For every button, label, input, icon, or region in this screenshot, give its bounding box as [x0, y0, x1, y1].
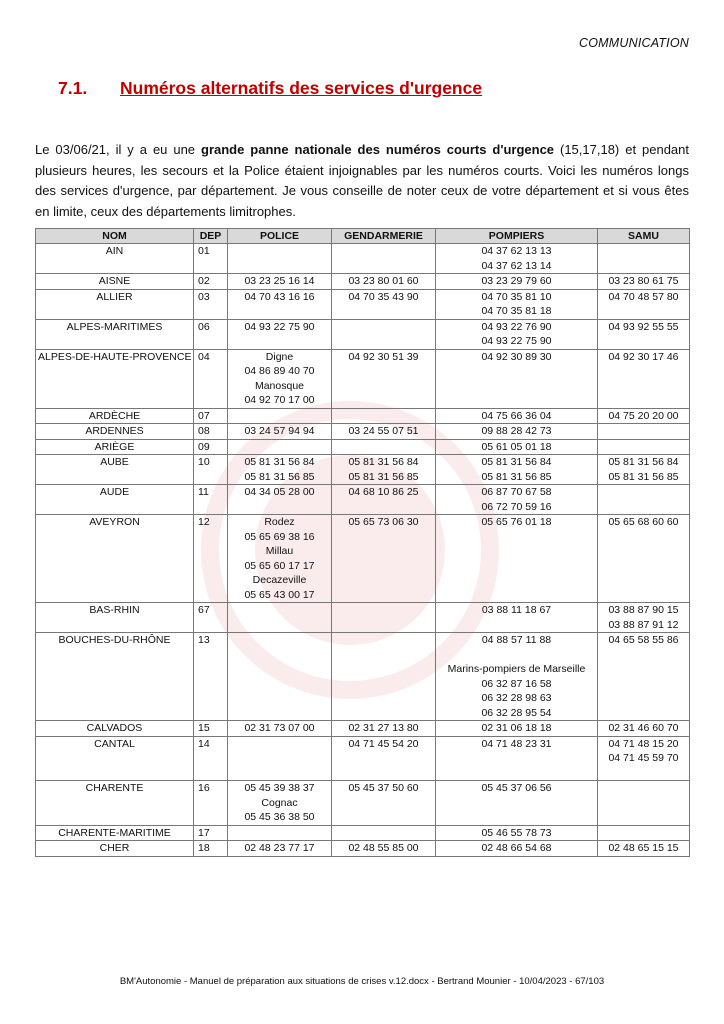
- cell-pompiers: [436, 439, 598, 455]
- cell-line: Decazeville: [252, 574, 307, 586]
- cell-line: 02 48 66 54 68: [481, 842, 552, 854]
- cell-samu: [598, 485, 690, 515]
- table-row: [36, 424, 690, 440]
- cell-line: 05 81 31 56 85: [481, 470, 552, 483]
- cell-samu: [598, 244, 690, 274]
- cell-pompiers: [436, 736, 598, 781]
- cell-nom: CALVADOS: [36, 721, 194, 737]
- cell-line: 04 93 22 75 90: [244, 320, 315, 333]
- table-row: [36, 274, 690, 290]
- cell-line: 04 92 30 17 46: [608, 350, 679, 363]
- cell-police: [228, 485, 332, 515]
- col-header-pompiers: POMPIERS: [436, 229, 598, 244]
- cell-samu: [598, 424, 690, 440]
- cell-nom: ALPES-DE-HAUTE-PROVENCE: [36, 349, 194, 408]
- table-row: [36, 515, 690, 603]
- cell-police: [228, 439, 332, 455]
- cell-line: 05 45 37 06 56: [481, 782, 552, 794]
- cell-nom: AISNE: [36, 274, 194, 290]
- table-row: [36, 736, 690, 781]
- cell-pompiers: [436, 485, 598, 515]
- cell-line: 04 88 57 11 88: [481, 634, 552, 646]
- cell-line: 05 81 31 56 85: [244, 470, 315, 483]
- cell-police: [228, 633, 332, 721]
- table-row: [36, 408, 690, 424]
- cell-gendarmerie: [332, 841, 436, 857]
- cell-gendarmerie: [332, 781, 436, 826]
- cell-line: 05 45 37 50 60: [348, 782, 419, 794]
- table-row: [36, 455, 690, 485]
- section-number: 7.1.: [58, 78, 88, 98]
- cell-line: 04 70 35 81 18: [481, 305, 552, 317]
- cell-line: 04 71 48 15 20: [608, 737, 679, 750]
- cell-line: 03 24 57 94 94: [244, 425, 315, 437]
- cell-gendarmerie: [332, 289, 436, 319]
- cell-gendarmerie: [332, 603, 436, 633]
- cell-line: 02 48 23 77 17: [244, 842, 315, 854]
- cell-samu: [598, 349, 690, 408]
- cell-line: 04 71 45 59 70: [608, 752, 679, 764]
- cell-nom: AUBE: [36, 455, 194, 485]
- page-footer: BM'Autonomie - Manuel de préparation aux situations de crises v.12.docx - Bertrand Mounier - 10/04/2023 - 67/103: [119, 976, 605, 987]
- cell-line: 04 92 30 51 39: [348, 350, 419, 363]
- table-header-row: [36, 229, 690, 244]
- cell-line: 04 65 58 55 86: [608, 634, 679, 646]
- cell-pompiers: [436, 603, 598, 633]
- cell-line: [600, 766, 687, 781]
- cell-line: Millau: [265, 545, 294, 557]
- cell-line: 05 81 31 56 84: [348, 456, 419, 468]
- cell-samu: [598, 289, 690, 319]
- cell-samu: [598, 274, 690, 290]
- cell-line: 05 65 43 00 17: [244, 588, 315, 601]
- cell-line: 02 48 65 15 15: [608, 842, 679, 854]
- cell-dep: 12: [194, 515, 228, 603]
- table-row: [36, 349, 690, 408]
- cell-dep: 11: [194, 485, 228, 515]
- cell-nom: BAS-RHIN: [36, 603, 194, 633]
- cell-line: 04 70 35 81 10: [481, 290, 552, 303]
- cell-gendarmerie: [332, 424, 436, 440]
- cell-samu: [598, 603, 690, 633]
- col-header-gendarmerie: GENDARMERIE: [332, 229, 436, 244]
- cell-line: 05 61 05 01 18: [481, 440, 552, 453]
- cell-gendarmerie: [332, 274, 436, 290]
- cell-gendarmerie: [332, 319, 436, 349]
- cell-line: 06 72 70 59 16: [481, 500, 552, 513]
- cell-pompiers: [436, 244, 598, 274]
- cell-pompiers: [436, 289, 598, 319]
- cell-nom: ARDÈCHE: [36, 408, 194, 424]
- cell-samu: [598, 781, 690, 826]
- cell-gendarmerie: [332, 825, 436, 841]
- cell-line: 04 93 22 75 90: [481, 335, 552, 347]
- cell-line: 05 45 36 38 50: [244, 811, 315, 823]
- cell-line: 05 65 69 38 16: [244, 530, 315, 543]
- cell-line: 06 87 70 67 58: [481, 486, 552, 498]
- col-header-dep: DEP: [194, 229, 228, 244]
- col-header-nom: NOM: [36, 229, 194, 244]
- cell-line: 04 93 22 76 90: [481, 320, 552, 333]
- cell-line: 03 88 87 90 15: [608, 604, 679, 616]
- cell-nom: ALLIER: [36, 289, 194, 319]
- intro-text-2: (15,17,18) et pendant plusieurs heures, les secours et la Police étaient injoignables par les numéros courts. Voici les numéros longs des services d'urgence, par département. Je vous conseille de noter ceux de votre département et si vous êtes en limite, ceux des départements limitrophes.: [35, 142, 689, 219]
- cell-police: [228, 289, 332, 319]
- cell-line: 02 31 06 18 18: [481, 722, 552, 734]
- cell-dep: 67: [194, 603, 228, 633]
- table-row: [36, 485, 690, 515]
- cell-dep: 07: [194, 408, 228, 424]
- cell-line: Digne: [265, 350, 294, 363]
- cell-line: 04 70 48 57 80: [608, 290, 679, 303]
- table-row: [36, 244, 690, 274]
- cell-gendarmerie: [332, 455, 436, 485]
- cell-samu: [598, 408, 690, 424]
- cell-police: [228, 603, 332, 633]
- cell-samu: [598, 439, 690, 455]
- cell-line: 02 48 55 85 00: [348, 842, 419, 854]
- cell-line: 05 81 31 56 84: [481, 456, 552, 468]
- cell-pompiers: [436, 841, 598, 857]
- cell-line: 03 88 87 91 12: [608, 618, 679, 631]
- cell-dep: 02: [194, 274, 228, 290]
- cell-nom: CHARENTE-MARITIME: [36, 825, 194, 841]
- cell-line: 05 81 31 56 85: [608, 470, 679, 483]
- cell-samu: [598, 455, 690, 485]
- cell-dep: 17: [194, 825, 228, 841]
- col-header-police: POLICE: [228, 229, 332, 244]
- cell-dep: 01: [194, 244, 228, 274]
- table-row: [36, 603, 690, 633]
- cell-line: 05 45 39 38 37: [244, 782, 315, 794]
- cell-line: 04 37 62 13 14: [481, 259, 552, 272]
- cell-line: Marins-pompiers de Marseille: [447, 663, 586, 675]
- cell-nom: ARDENNES: [36, 424, 194, 440]
- cell-dep: 13: [194, 633, 228, 721]
- cell-line: 05 65 73 06 30: [348, 516, 419, 528]
- cell-pompiers: [436, 408, 598, 424]
- cell-nom: CHARENTE: [36, 781, 194, 826]
- intro-text-1: Le 03/06/21, il y a eu une: [35, 142, 201, 157]
- table-row: [36, 825, 690, 841]
- table-row: [36, 721, 690, 737]
- cell-nom: CHER: [36, 841, 194, 857]
- cell-gendarmerie: [332, 349, 436, 408]
- cell-pompiers: [436, 274, 598, 290]
- cell-line: 02 31 27 13 80: [348, 722, 419, 734]
- cell-line: 04 68 10 86 25: [348, 486, 419, 498]
- cell-gendarmerie: [332, 736, 436, 781]
- cell-line: 03 23 29 79 60: [481, 275, 552, 287]
- cell-line: 04 86 89 40 70: [244, 365, 315, 377]
- cell-line: 04 34 05 28 00: [244, 486, 315, 498]
- cell-dep: 03: [194, 289, 228, 319]
- cell-line: 04 71 45 54 20: [348, 737, 419, 750]
- cell-dep: 06: [194, 319, 228, 349]
- cell-samu: [598, 841, 690, 857]
- emergency-numbers-table: [35, 228, 690, 857]
- table-body: [36, 244, 690, 857]
- cell-dep: 09: [194, 439, 228, 455]
- cell-line: Cognac: [261, 796, 298, 809]
- cell-pompiers: [436, 349, 598, 408]
- table-row: [36, 319, 690, 349]
- cell-gendarmerie: [332, 439, 436, 455]
- section-title-text: Numéros alternatifs des services d'urgence: [120, 78, 483, 98]
- cell-nom: AIN: [36, 244, 194, 274]
- cell-line: 05 65 60 17 17: [244, 559, 315, 572]
- cell-police: [228, 319, 332, 349]
- cell-nom: AVEYRON: [36, 515, 194, 603]
- cell-line: 04 70 43 16 16: [244, 290, 315, 303]
- cell-line: 05 81 31 56 85: [348, 470, 419, 483]
- cell-pompiers: [436, 455, 598, 485]
- cell-pompiers: [436, 781, 598, 826]
- cell-line: 05 65 76 01 18: [481, 516, 552, 528]
- cell-police: [228, 736, 332, 781]
- cell-gendarmerie: [332, 408, 436, 424]
- cell-dep: 10: [194, 455, 228, 485]
- cell-line: 05 46 55 78 73: [481, 826, 552, 839]
- cell-gendarmerie: [332, 633, 436, 721]
- cell-line: 06 32 87 16 58: [481, 677, 552, 690]
- cell-line: 04 92 70 17 00: [244, 394, 315, 406]
- cell-gendarmerie: [332, 244, 436, 274]
- cell-dep: 18: [194, 841, 228, 857]
- cell-line: Rodez: [264, 516, 295, 528]
- cell-samu: [598, 736, 690, 781]
- cell-dep: 04: [194, 349, 228, 408]
- cell-line: [438, 648, 595, 663]
- cell-pompiers: [436, 633, 598, 721]
- cell-police: [228, 244, 332, 274]
- cell-line: 06 32 28 98 63: [481, 692, 552, 704]
- table-row: [36, 633, 690, 721]
- cell-gendarmerie: [332, 485, 436, 515]
- cell-nom: ARIÈGE: [36, 439, 194, 455]
- col-header-samu: SAMU: [598, 229, 690, 244]
- cell-gendarmerie: [332, 721, 436, 737]
- cell-line: 04 71 48 23 31: [481, 737, 552, 750]
- cell-pompiers: [436, 319, 598, 349]
- cell-nom: BOUCHES-DU-RHÔNE: [36, 633, 194, 721]
- cell-line: 03 88 11 18 67: [481, 604, 552, 616]
- cell-police: [228, 408, 332, 424]
- cell-nom: AUDE: [36, 485, 194, 515]
- cell-samu: [598, 633, 690, 721]
- cell-line: 09 88 28 42 73: [481, 425, 552, 437]
- cell-police: [228, 515, 332, 603]
- cell-line: 03 24 55 07 51: [348, 425, 419, 437]
- table-row: [36, 781, 690, 826]
- cell-line: 06 32 28 95 54: [481, 706, 552, 719]
- cell-police: [228, 274, 332, 290]
- cell-police: [228, 455, 332, 485]
- cell-pompiers: [436, 721, 598, 737]
- table-row: [36, 841, 690, 857]
- cell-line: 03 23 80 01 60: [348, 275, 419, 287]
- cell-police: [228, 424, 332, 440]
- cell-police: [228, 721, 332, 737]
- cell-gendarmerie: [332, 515, 436, 603]
- cell-line: 05 65 68 60 60: [608, 516, 679, 528]
- cell-line: 04 92 30 89 30: [481, 350, 552, 363]
- cell-line: 05 81 31 56 84: [608, 456, 679, 468]
- cell-line: 05 81 31 56 84: [244, 456, 315, 468]
- cell-police: [228, 825, 332, 841]
- cell-pompiers: [436, 515, 598, 603]
- cell-line: 04 93 92 55 55: [608, 320, 679, 333]
- section-title: [58, 78, 482, 99]
- cell-police: [228, 349, 332, 408]
- cell-pompiers: [436, 424, 598, 440]
- table-row: [36, 289, 690, 319]
- cell-samu: [598, 721, 690, 737]
- cell-police: [228, 841, 332, 857]
- cell-police: [228, 781, 332, 826]
- cell-line: 04 75 20 20 00: [608, 409, 679, 422]
- section-header-label: COMMUNICATION: [579, 36, 689, 50]
- cell-dep: 16: [194, 781, 228, 826]
- cell-pompiers: [436, 825, 598, 841]
- cell-line: 03 23 80 61 75: [608, 275, 679, 287]
- cell-line: 04 37 62 13 13: [481, 245, 552, 257]
- cell-line: 02 31 73 07 00: [244, 722, 315, 734]
- intro-bold-text: grande panne nationale des numéros courts d'urgence: [201, 142, 555, 157]
- cell-samu: [598, 319, 690, 349]
- cell-dep: 14: [194, 736, 228, 781]
- cell-dep: 15: [194, 721, 228, 737]
- cell-samu: [598, 515, 690, 603]
- cell-nom: ALPES-MARITIMES: [36, 319, 194, 349]
- cell-line: 03 23 25 16 14: [244, 275, 315, 287]
- cell-line: Manosque: [254, 379, 305, 392]
- cell-line: 02 31 46 60 70: [608, 722, 679, 734]
- cell-dep: 08: [194, 424, 228, 440]
- cell-line: 04 70 35 43 90: [348, 290, 419, 303]
- cell-nom: CANTAL: [36, 736, 194, 781]
- table-row: [36, 439, 690, 455]
- cell-samu: [598, 825, 690, 841]
- cell-line: 04 75 66 36 04: [481, 409, 552, 422]
- intro-paragraph: [35, 140, 689, 222]
